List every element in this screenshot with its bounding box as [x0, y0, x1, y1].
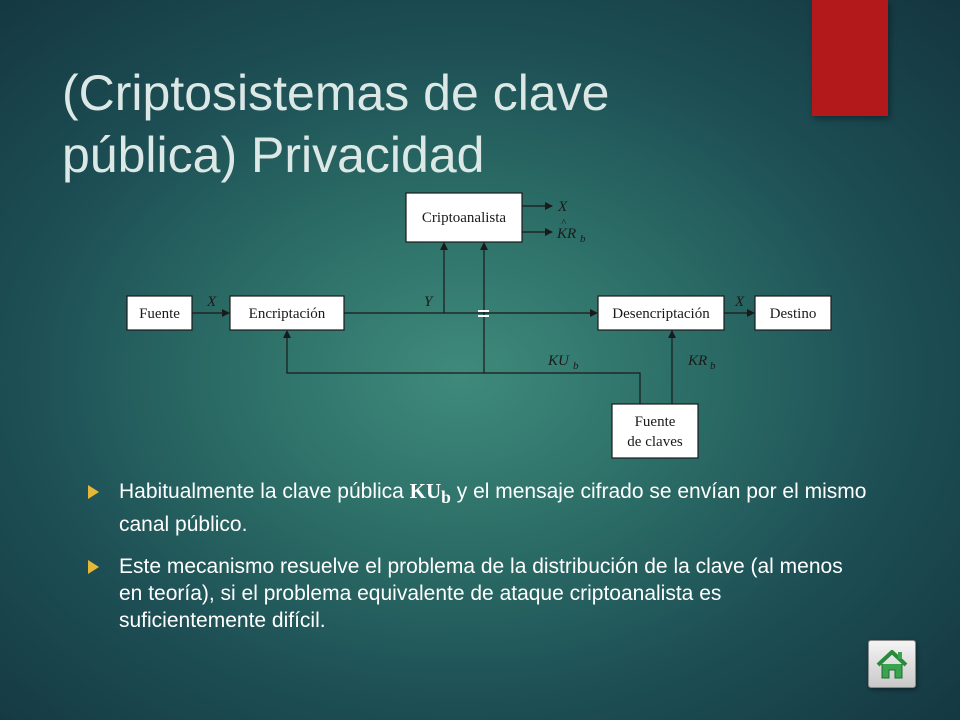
label-crypt-kr: KR	[557, 226, 577, 242]
box-fuente-de-claves-line2: de claves	[627, 434, 683, 450]
title-line-1: (Criptosistemas de clave	[62, 65, 610, 121]
bullet-1-text-start: Habitualmente la clave pública	[119, 480, 410, 503]
bullet-1-key-name: KU	[409, 479, 442, 503]
title-line-2: pública) Privacidad	[62, 127, 485, 183]
bullet-item-2	[88, 553, 868, 634]
label-krb-sub: b	[710, 360, 716, 372]
box-fuente-label: Fuente	[139, 306, 180, 322]
box-fuente	[127, 296, 192, 330]
box-destino	[755, 296, 831, 330]
bullet-list	[88, 478, 868, 649]
bullet-arrow-icon	[88, 485, 99, 499]
bullet-item-1	[88, 478, 868, 538]
box-fuente-de-claves	[612, 404, 698, 458]
label-kub: KU	[548, 353, 569, 369]
bullet-2-text: Este mecanismo resuelve el problema de la distribución de la clave (al menos en teoría), si el problema equivalente de ataque criptoanalista es suficientemente difícil.	[119, 555, 843, 633]
box-desencriptacion-label: Desencriptación	[612, 306, 710, 322]
bullet-arrow-icon	[88, 560, 99, 574]
box-criptoanalista	[406, 193, 522, 242]
label-y: Y	[424, 294, 433, 310]
label-krb: KR	[688, 353, 708, 369]
home-icon	[869, 641, 915, 687]
bullet-1-text-end: y el mensaje cifrado se envían por el mismo canal público.	[119, 480, 867, 537]
bullet-1-key	[409, 479, 451, 508]
box-encriptacion-label: Encriptación	[248, 306, 326, 322]
label-crypt-kr-hat: ^	[561, 217, 566, 229]
label-kub-sub: b	[573, 360, 579, 372]
box-desencriptacion	[598, 296, 724, 330]
box-encriptacion	[230, 296, 344, 330]
label-crypt-kr-sub: b	[580, 233, 586, 245]
box-destino-label: Destino	[769, 306, 817, 322]
box-criptoanalista-label: Criptoanalista	[421, 210, 507, 226]
label-x-input: X	[207, 294, 217, 310]
home-button[interactable]	[868, 640, 916, 688]
label-crypt-x: X	[558, 199, 568, 215]
bullet-1-key-sub: b	[441, 487, 451, 508]
label-x-output: X	[735, 294, 745, 310]
box-fuente-de-claves-line1: Fuente	[634, 414, 676, 430]
